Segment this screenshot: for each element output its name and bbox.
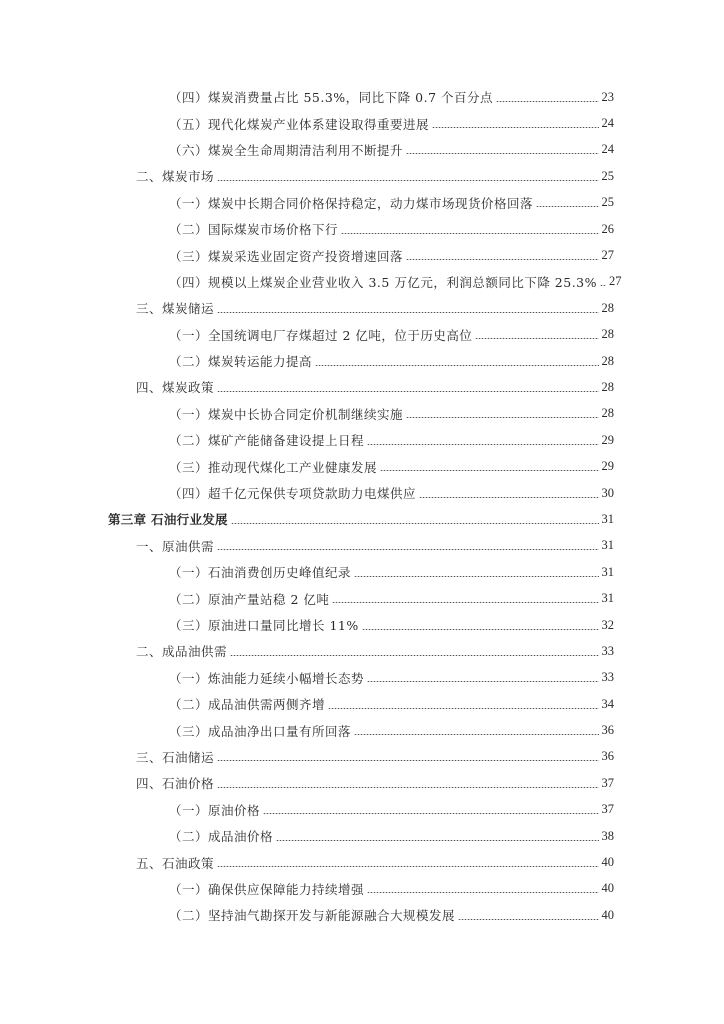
dot-leader [536,206,598,207]
toc-page-number: 26 [601,221,614,236]
toc-entry-title: （三）推动现代煤化工产业健康发展 [169,459,378,475]
toc-subsection-entry[interactable] [0,427,724,453]
toc-subsection-entry[interactable] [0,823,724,849]
toc-entry-title: 三、石油储运 [136,749,215,765]
toc-page-number: 23 [601,89,614,104]
toc-subsection-entry[interactable] [0,691,724,717]
toc-page-number: 27 [609,274,622,289]
dot-leader [367,444,598,445]
toc-page-number: 28 [601,327,614,342]
dot-leader [419,497,598,498]
toc-subsection-entry[interactable] [0,797,724,823]
toc-entry-title: （三）原油进口量同比增长 11% [169,618,359,633]
dot-leader [367,892,598,893]
dot-leader [475,338,598,339]
toc-page-number: 40 [601,855,614,870]
toc-entry-title: 四、石油价格 [136,776,215,792]
toc-page-number: 31 [601,511,614,526]
toc-page-number: 40 [601,881,614,896]
toc-entry-title: （一）炼油能力延续小幅增长态势 [169,670,365,686]
toc-entry-title: （四）超千亿元保供专项贷款助力电煤供应 [169,486,417,502]
toc-entry-title: （一）确保供应保障能力持续增强 [169,881,365,897]
dot-leader [231,523,599,524]
toc-section-entry[interactable] [0,295,724,321]
toc-page-number: 28 [601,379,614,394]
toc-page-number: 31 [601,538,614,553]
toc-section-entry[interactable] [0,849,724,875]
toc-entry-title: （二）原油产量站稳 2 亿吨 [169,591,330,607]
toc-section-entry[interactable] [0,770,724,796]
toc-page-number: 36 [601,723,614,738]
toc-subsection-entry[interactable] [0,322,724,348]
dot-leader [367,681,598,682]
dot-leader [406,259,598,260]
toc-page-number: 25 [601,195,614,210]
toc-subsection-entry[interactable] [0,242,724,268]
toc-entry-title: 第三章 石油行业发展 [108,512,228,528]
dot-leader [328,708,598,709]
toc-subsection-entry[interactable] [0,348,724,374]
toc-subsection-entry[interactable] [0,717,724,743]
dot-leader [217,760,598,761]
toc-entry-title: （一）煤炭中长期合同价格保持稳定，动力煤市场现货价格回落 [169,195,534,211]
toc-entry-title: （四）煤炭消费量占比 55.3%，同比下降 0.7 个百分点 [169,90,494,106]
toc-subsection-entry[interactable] [0,665,724,691]
toc-entry-title: （一）原油价格 [169,802,261,818]
dot-leader [496,101,598,102]
toc-entry-title: （二）煤炭转运能力提高 [169,354,313,370]
toc-section-entry[interactable] [0,163,724,189]
toc-page-number: 36 [601,749,614,764]
dot-leader [406,417,598,418]
toc-subsection-entry[interactable] [0,612,724,638]
toc-subsection-entry[interactable] [0,585,724,611]
toc-section-entry[interactable] [0,744,724,770]
toc-entry-title: （三）成品油净出口量有所回落 [169,723,352,739]
toc-page-number: 32 [601,617,614,632]
dot-leader [276,840,598,841]
toc-entry-title: 二、煤炭市场 [136,169,215,185]
toc-entry-title: （四）规模以上煤炭企业营业收入 3.5 万亿元，利润总额同比下降 25.3% [169,274,598,290]
dot-leader [230,655,598,656]
dot-leader [217,866,598,867]
dot-leader [354,734,598,735]
dot-leader [263,813,598,814]
toc-page-number: 28 [601,406,614,421]
toc-subsection-entry[interactable] [0,84,724,110]
toc-page-number: 24 [601,116,614,131]
dot-leader [354,576,598,577]
dot-leader [380,470,598,471]
dot-leader [217,312,598,313]
toc-entry-title: 一、原油供需 [136,538,215,554]
dot-leader [432,127,598,128]
toc-subsection-entry[interactable] [0,559,724,585]
toc-subsection-entry[interactable] [0,216,724,242]
toc-page-number: 31 [601,591,614,606]
toc-subsection-entry[interactable] [0,269,724,295]
toc-entry-title: （五）现代化煤炭产业体系建设取得重要进展 [169,116,430,132]
dot-leader [600,285,606,286]
toc-subsection-entry[interactable] [0,110,724,136]
dot-leader [315,365,598,366]
toc-subsection-entry[interactable] [0,190,724,216]
toc-page-number: 29 [601,459,614,474]
toc-page-number: 28 [601,300,614,315]
toc-page-number: 37 [601,802,614,817]
toc-page-number: 33 [601,643,614,658]
dot-leader [332,602,598,603]
toc-page-number: 38 [601,828,614,843]
toc-page-number: 31 [601,564,614,579]
toc-subsection-entry[interactable] [0,453,724,479]
toc-page-number: 27 [601,248,614,263]
toc-subsection-entry[interactable] [0,401,724,427]
toc-page-number: 29 [601,432,614,447]
toc-page-number: 40 [601,907,614,922]
toc-section-entry[interactable] [0,374,724,400]
toc-page-number: 34 [601,696,614,711]
toc-page-number: 37 [601,775,614,790]
dot-leader [458,919,598,920]
toc-entry-title: （二）成品油供需两侧齐增 [169,697,326,713]
toc-entry-title: （二）坚持油气勘探开发与新能源融合大规模发展 [169,908,456,924]
dot-leader [217,391,598,392]
toc-entry-title: （二）国际煤炭市场价格下行 [169,222,339,238]
table-of-contents [0,84,724,929]
toc-section-entry[interactable] [0,638,724,664]
dot-leader [217,787,598,788]
toc-entry-title: （一）全国统调电厂存煤超过 2 亿吨，位于历史高位 [169,327,473,343]
toc-page-number: 30 [601,485,614,500]
toc-page-number: 24 [601,142,614,157]
dot-leader [217,180,598,181]
toc-entry-title: 五、石油政策 [136,855,215,871]
toc-page-number: 33 [601,670,614,685]
toc-subsection-entry[interactable] [0,137,724,163]
toc-entry-title: （二）煤矿产能储备建设提上日程 [169,433,365,449]
toc-entry-title: （三）煤炭采选业固定资产投资增速回落 [169,248,404,264]
toc-entry-title: 四、煤炭政策 [136,380,215,396]
toc-page-number: 28 [601,353,614,368]
toc-subsection-entry[interactable] [0,480,724,506]
toc-section-entry[interactable] [0,533,724,559]
dot-leader [362,629,599,630]
dot-leader [217,549,598,550]
toc-entry-title: （一）煤炭中长协合同定价机制继续实施 [169,406,404,422]
toc-subsection-entry[interactable] [0,876,724,902]
toc-subsection-entry[interactable] [0,902,724,928]
toc-page-number: 25 [601,168,614,183]
toc-chapter-entry[interactable] [0,506,724,532]
toc-entry-title: （一）石油消费创历史峰值纪录 [169,565,352,581]
toc-entry-title: 二、成品油供需 [136,644,228,660]
toc-entry-title: （二）成品油价格 [169,829,274,845]
dot-leader [406,153,598,154]
toc-entry-title: 三、煤炭储运 [136,301,215,317]
toc-entry-title: （六）煤炭全生命周期清洁利用不断提升 [169,142,404,158]
dot-leader [341,233,598,234]
